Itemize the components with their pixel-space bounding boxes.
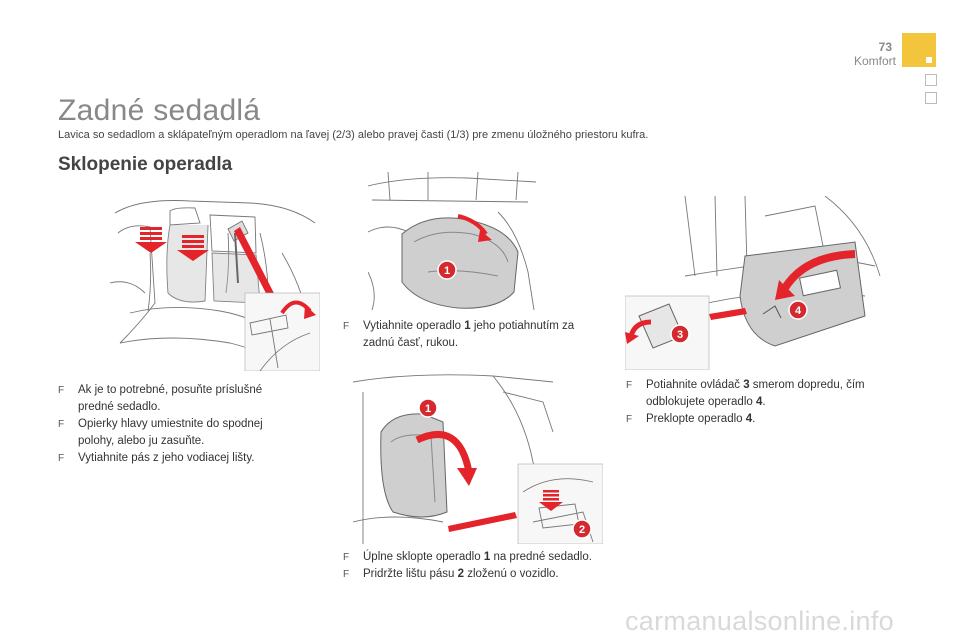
illustration-fold-backrest xyxy=(353,372,603,544)
bullet-icon: F xyxy=(58,419,65,430)
illustration-headrests-belt xyxy=(110,193,320,371)
page-number: 73 xyxy=(878,40,892,54)
column-1-steps xyxy=(58,382,298,467)
callout-1-second: 1 xyxy=(424,403,432,415)
bullet-icon: F xyxy=(626,414,633,425)
list-item: F Vytiahnite pás z jeho vodiacej lišty. xyxy=(58,450,298,467)
page-title: Zadné sedadlá xyxy=(58,94,261,127)
bullet-icon: F xyxy=(343,321,350,332)
section-name: Komfort xyxy=(853,54,896,68)
callout-3: 3 xyxy=(676,329,684,341)
illustration-pull-backrest xyxy=(368,172,536,310)
list-item: F Potiahnite ovládač 3 smerom dopredu, čím odblokujete operadlo 4. xyxy=(626,379,865,408)
list-item: F Opierky hlavy umiestnite do spodnej polohy, alebo ju zasuňte. xyxy=(58,418,263,447)
callout-2: 2 xyxy=(578,524,586,536)
list-item: F Vytiahnite operadlo 1 jeho potiahnutím za zadnú časť, rukou. xyxy=(343,320,575,349)
callout-1: 1 xyxy=(443,265,451,277)
watermark: carmanualsonline.info xyxy=(625,606,894,636)
column-2-steps-bottom xyxy=(343,549,598,583)
list-item: F Ak je to potrebné, posuňte príslušné predné sedadlo. xyxy=(58,384,263,413)
list-item: F Pridržte lištu pásu 2 zloženú o vozidlo. xyxy=(343,566,598,583)
list-item: F Preklopte operadlo 4. xyxy=(626,411,891,428)
bullet-icon: F xyxy=(343,552,350,563)
column-3-steps xyxy=(626,377,891,428)
section-heading: Sklopenie operadla xyxy=(58,154,233,175)
illustration-boot-release xyxy=(625,196,885,370)
bullet-icon: F xyxy=(343,569,350,580)
list-item: F Úplne sklopte operadlo 1 na predné sedadlo. xyxy=(343,549,598,566)
column-2-steps-top xyxy=(343,318,598,352)
bullet-icon: F xyxy=(58,453,65,464)
bullet-icon: F xyxy=(626,380,633,391)
bullet-icon: F xyxy=(58,385,65,396)
section-tab-empty[interactable] xyxy=(925,92,937,104)
section-tab-empty[interactable] xyxy=(925,74,937,86)
intro-text: Lavica so sedadlom a sklápateľným operadlom na ľavej (2/3) alebo pravej časti (1/3) pre zmenu úložného priestoru kufra. xyxy=(58,129,649,141)
section-tab-dot xyxy=(926,57,932,63)
callout-4: 4 xyxy=(794,305,802,317)
